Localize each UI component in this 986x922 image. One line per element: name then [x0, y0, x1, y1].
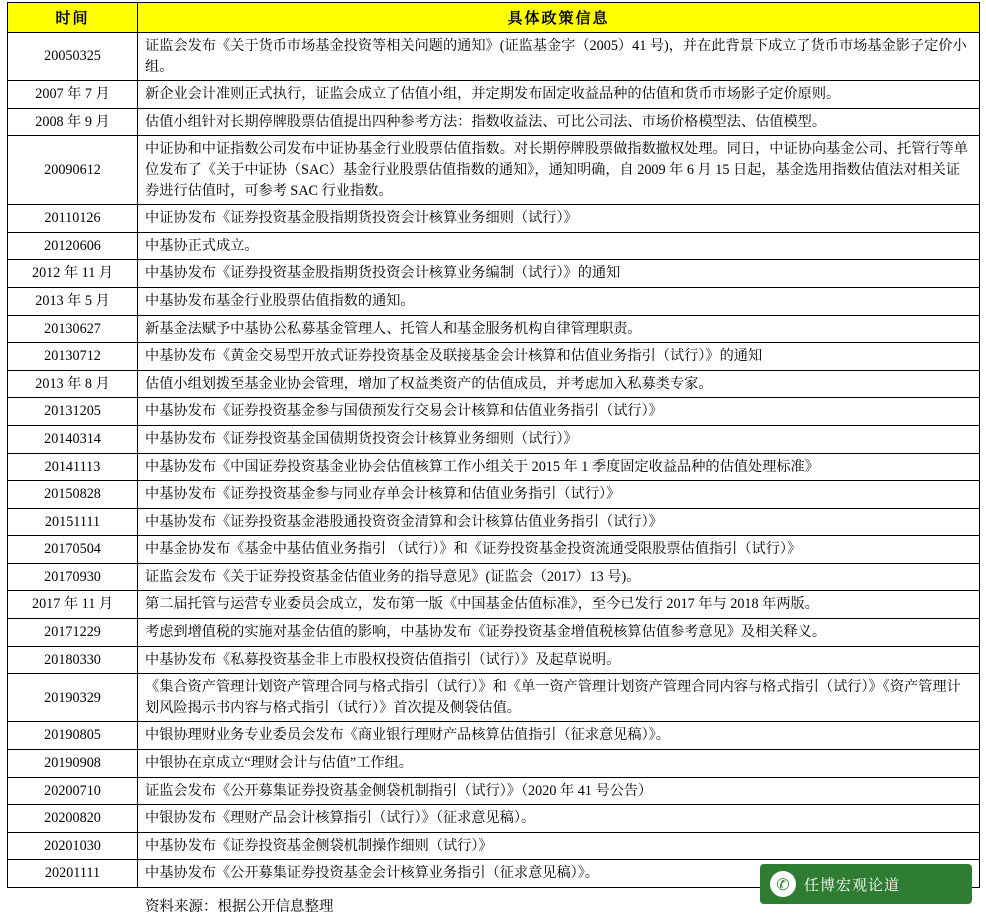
cell-info: 证监会发布《公开募集证券投资基金侧袋机制指引（试行）》（2020 年 41 号公告） — [138, 777, 980, 805]
table-row — [8, 81, 980, 109]
cell-date: 20120606 — [8, 232, 138, 260]
cell-info: 中基协发布《证券投资基金港股通投资资金清算和会计核算估值业务指引（试行）》 — [138, 508, 980, 536]
cell-info: 中基金协发布《基金中基估值业务指引 （试行）》和《证券投资基金投资流通受限股票估值指引（试行）》 — [138, 536, 980, 564]
table-row — [8, 343, 980, 371]
cell-date: 2007 年 7 月 — [8, 81, 138, 109]
table-row — [8, 563, 980, 591]
table-row — [8, 832, 980, 860]
cell-info: 中基协发布《黄金交易型开放式证券投资基金及联接基金会计核算和估值业务指引（试行）》的通知 — [138, 343, 980, 371]
cell-date: 20201111 — [8, 860, 138, 888]
table-header-row — [8, 3, 980, 33]
table-row — [8, 260, 980, 288]
cell-date: 2012 年 11 月 — [8, 260, 138, 288]
table-row — [8, 674, 980, 722]
cell-info: 中基协发布《证券投资基金参与同业存单会计核算和估值业务指引（试行）》 — [138, 481, 980, 509]
cell-date: 20140314 — [8, 425, 138, 453]
cell-info: 第二届托管与运营专业委员会成立，发布第一版《中国基金估值标准》，至今已发行 2017 年与 2018 年两版。 — [138, 591, 980, 619]
cell-info: 估值小组针对长期停牌股票估值提出四种参考方法：指数收益法、可比公司法、市场价格模型法、估值模型。 — [138, 108, 980, 136]
table-row — [8, 136, 980, 205]
policy-timeline-table — [7, 2, 980, 888]
cell-date: 20180330 — [8, 646, 138, 674]
table-row — [8, 425, 980, 453]
table-row — [8, 315, 980, 343]
cell-date: 20131205 — [8, 398, 138, 426]
cell-info: 证监会发布《关于货币市场基金投资等相关问题的通知》(证监基金字（2005）41 号)，并在此背景下成立了货币市场基金影子定价小组。 — [138, 33, 980, 81]
table-row — [8, 287, 980, 315]
table-row — [8, 108, 980, 136]
table-row — [8, 805, 980, 833]
wechat-account-name: 任博宏观论道 — [804, 876, 901, 894]
cell-date: 20171229 — [8, 619, 138, 647]
cell-date: 20050325 — [8, 33, 138, 81]
table-row — [8, 205, 980, 233]
cell-date: 20150828 — [8, 481, 138, 509]
cell-info: 中基协发布《证券投资基金参与国债预发行交易会计核算和估值业务指引（试行）》 — [138, 398, 980, 426]
table-row — [8, 619, 980, 647]
cell-date: 20130712 — [8, 343, 138, 371]
cell-info: 《集合资产管理计划资产管理合同与格式指引（试行）》和《单一资产管理计划资产管理合同内容与格式指引（试行）》《资产管理计划风险揭示书内容与格式指引（试行）》首次提及侧袋估值。 — [138, 674, 980, 722]
cell-date: 20170504 — [8, 536, 138, 564]
cell-info: 中证协发布《证券投资基金股指期货投资会计核算业务细则（试行）》 — [138, 205, 980, 233]
cell-date: 20090612 — [8, 136, 138, 205]
cell-date: 2013 年 8 月 — [8, 370, 138, 398]
table-row — [8, 481, 980, 509]
table-row — [8, 536, 980, 564]
table-row — [8, 370, 980, 398]
cell-info: 考虑到增值税的实施对基金估值的影响，中基协发布《证券投资基金增值税核算估值参考意见》及相关释义。 — [138, 619, 980, 647]
cell-date: 20170930 — [8, 563, 138, 591]
cell-info: 估值小组划拨至基金业协会管理，增加了权益类资产的估值成员，并考虑加入私募类专家。 — [138, 370, 980, 398]
cell-info: 中基协发布《中国证券投资基金业协会估值核算工作小组关于 2015 年 1 季度固定收益品种的估值处理标准》 — [138, 453, 980, 481]
cell-date: 20190805 — [8, 722, 138, 750]
table-row — [8, 750, 980, 778]
cell-date: 20190908 — [8, 750, 138, 778]
cell-info: 新基金法赋予中基协公私募基金管理人、托管人和基金服务机构自律管理职责。 — [138, 315, 980, 343]
cell-date: 20201030 — [8, 832, 138, 860]
cell-date: 20141113 — [8, 453, 138, 481]
cell-info: 中基协发布《公开募集证券投资基金会计核算业务指引（征求意见稿）》。 — [138, 860, 980, 888]
cell-date: 2013 年 5 月 — [8, 287, 138, 315]
table-row — [8, 398, 980, 426]
cell-info: 证监会发布《关于证券投资基金估值业务的指导意见》(证监会（2017）13 号)。 — [138, 563, 980, 591]
cell-date: 20190329 — [8, 674, 138, 722]
cell-date: 20200710 — [8, 777, 138, 805]
cell-info: 中银协发布《理财产品会计核算指引（试行）》（征求意见稿）。 — [138, 805, 980, 833]
cell-info: 中基协发布《证券投资基金侧袋机制操作细则（试行）》 — [138, 832, 980, 860]
cell-info: 中基协发布《证券投资基金股指期货投资会计核算业务编制（试行）》的通知 — [138, 260, 980, 288]
cell-info: 中基协发布《私募投资基金非上市股权投资估值指引（试行）》及起草说明。 — [138, 646, 980, 674]
cell-date: 2017 年 11 月 — [8, 591, 138, 619]
cell-date: 20200820 — [8, 805, 138, 833]
table-row — [8, 777, 980, 805]
wechat-watermark — [760, 864, 972, 904]
cell-info: 中基协正式成立。 — [138, 232, 980, 260]
table-row — [8, 722, 980, 750]
cell-info: 中基协发布《证券投资基金国债期货投资会计核算业务细则（试行）》 — [138, 425, 980, 453]
table-row — [8, 591, 980, 619]
table-body — [8, 33, 980, 888]
table-row — [8, 33, 980, 81]
cell-date: 20130627 — [8, 315, 138, 343]
table-row — [8, 508, 980, 536]
cell-info: 中银协在京成立“理财会计与估值”工作组。 — [138, 750, 980, 778]
document-page — [0, 2, 986, 922]
cell-date: 20151111 — [8, 508, 138, 536]
cell-info: 新企业会计准则正式执行，证监会成立了估值小组，并定期发布固定收益品种的估值和货币市场影子定价原则。 — [138, 81, 980, 109]
table-row — [8, 646, 980, 674]
cell-info: 中证协和中证指数公司发布中证协基金行业股票估值指数。对长期停牌股票做指数撤权处理。同日，中证协向基金公司、托管行等单位发布了《关于中证协（SAC）基金行业股票估值指数的通知》，通知明确，自 2009 年 6 月 15 日起，基金选用指数估值法对相关证券进行估值时，可参考 SAC 行业指数。 — [138, 136, 980, 205]
column-header-date: 时间 — [8, 3, 138, 33]
cell-date: 2008 年 9 月 — [8, 108, 138, 136]
cell-date: 20110126 — [8, 205, 138, 233]
column-header-info: 具体政策信息 — [138, 3, 980, 33]
source-note: 资料来源：根据公开信息整理 — [145, 899, 334, 915]
table-row — [8, 232, 980, 260]
table-row — [8, 453, 980, 481]
cell-info: 中基协发布基金行业股票估值指数的通知。 — [138, 287, 980, 315]
wechat-icon: ✆ — [770, 871, 796, 897]
cell-info: 中银协理财业务专业委员会发布《商业银行理财产品核算估值指引（征求意见稿）》。 — [138, 722, 980, 750]
